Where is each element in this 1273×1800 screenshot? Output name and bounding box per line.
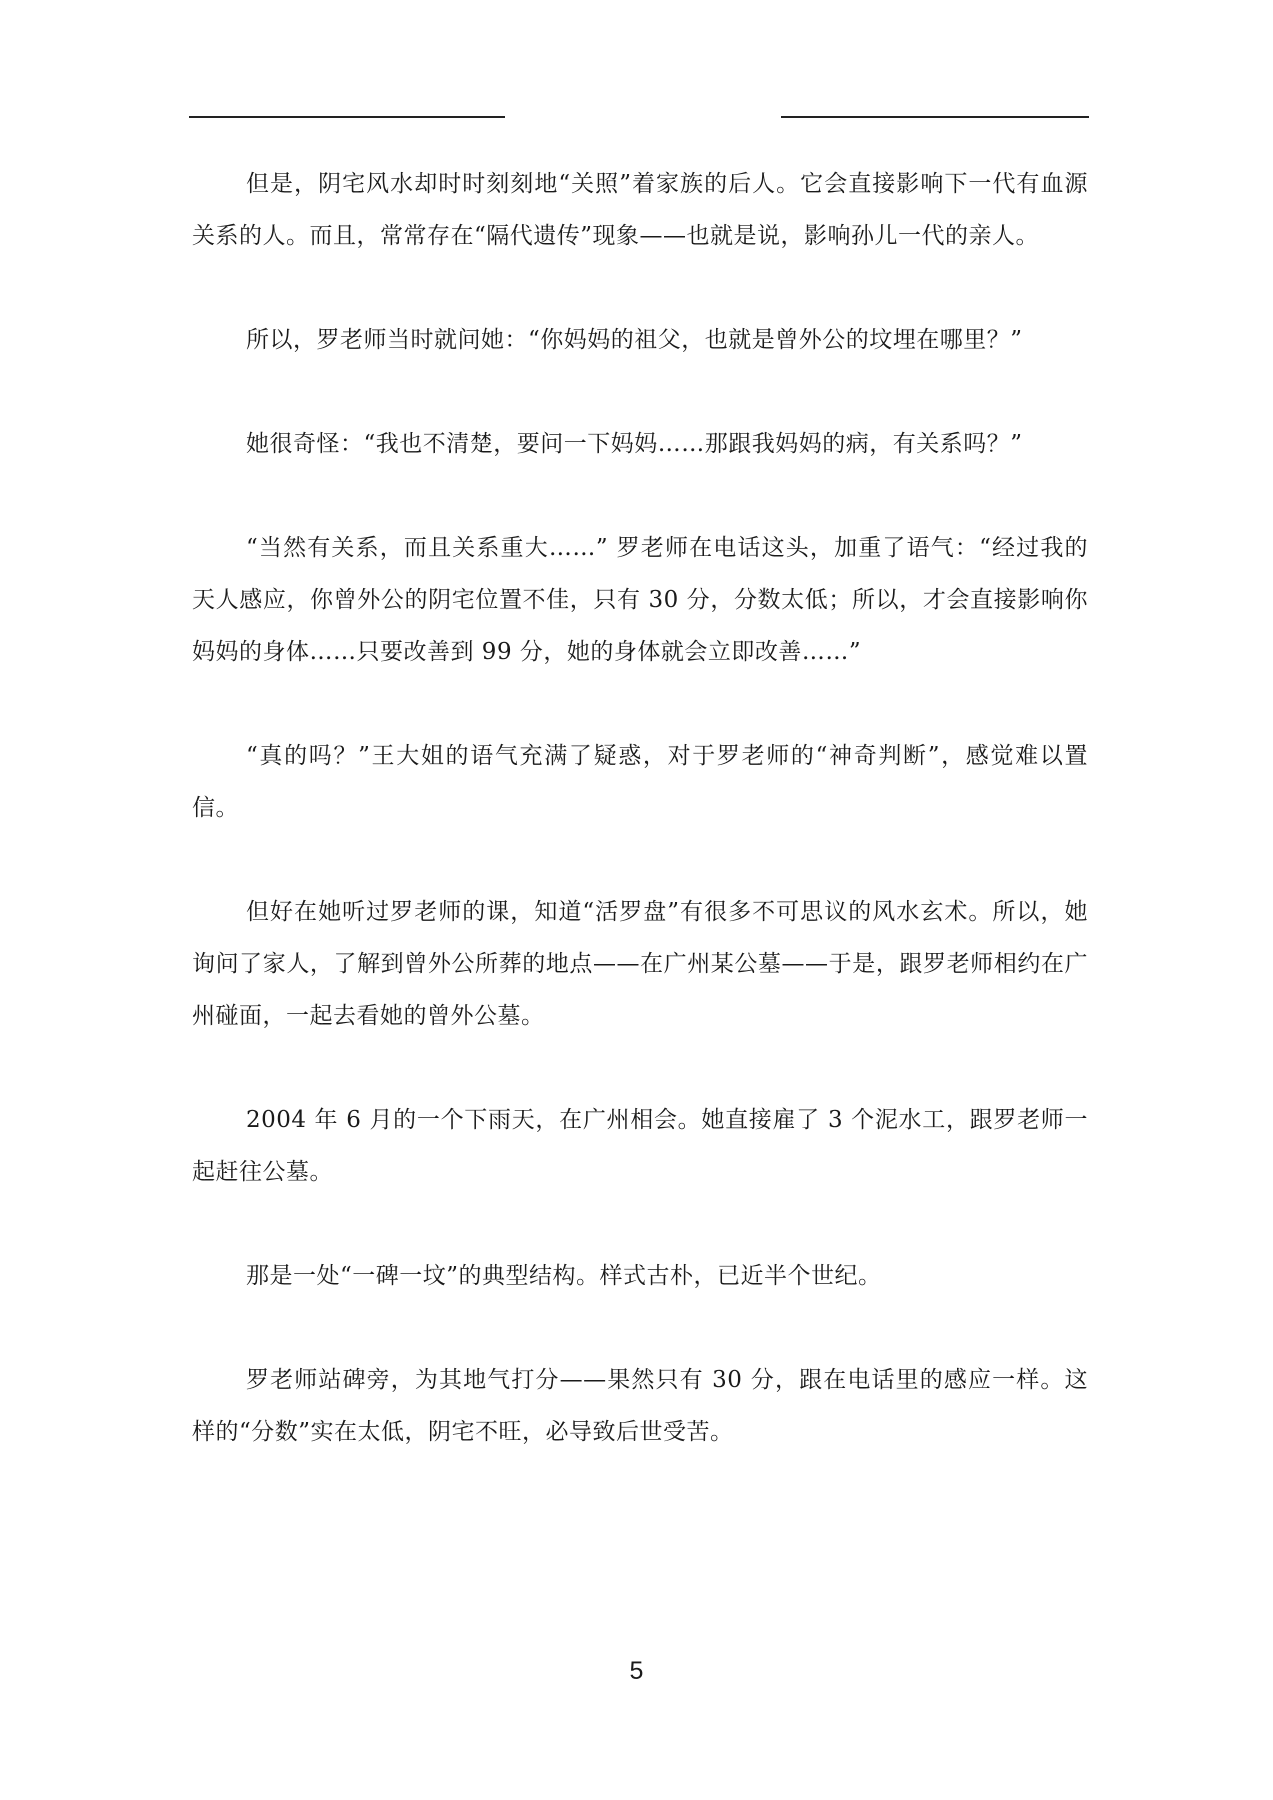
paragraph-4: “当然有关系，而且关系重大……” 罗老师在电话这头，加重了语气：“经过我的天人感应，你曾外公的阴宅位置不佳，只有 30 分，分数太低；所以，才会直接影响你妈妈的身体……只要改善到 99 分，她的身体就会立即改善……” <box>192 535 1088 665</box>
paragraph-9: 罗老师站碑旁，为其地气打分——果然只有 30 分，跟在电话里的感应一样。这样的“分数”实在太低，阴宅不旺，必导致后世受苦。 <box>192 1367 1088 1445</box>
paragraph-8: 那是一处“一碑一坟”的典型结构。样式古朴，已近半个世纪。 <box>246 1263 882 1289</box>
page-body <box>192 158 1088 1458</box>
paragraph-1: 但是，阴宅风水却时时刻刻地“关照”着家族的后人。它会直接影响下一代有血源关系的人。而且，常常存在“隔代遗传”现象——也就是说，影响孙儿一代的亲人。 <box>192 171 1088 249</box>
paragraph-7: 2004 年 6 月的一个下雨天，在广州相会。她直接雇了 3 个泥水工，跟罗老师一起赶往公墓。 <box>192 1107 1088 1185</box>
paragraph-3: 她很奇怪：“我也不清楚，要问一下妈妈……那跟我妈妈的病，有关系吗？” <box>246 431 1023 457</box>
paragraph-5: “真的吗？”王大姐的语气充满了疑惑，对于罗老师的“神奇判断”，感觉难以置信。 <box>192 743 1088 821</box>
paragraph-6: 但好在她听过罗老师的课，知道“活罗盘”有很多不可思议的风水玄术。所以，她询问了家人，了解到曾外公所葬的地点——在广州某公墓——于是，跟罗老师相约在广州碰面，一起去看她的曾外公墓。 <box>192 899 1088 1029</box>
header-rule-left <box>189 116 505 118</box>
header-rule-right <box>781 116 1089 118</box>
paragraph-2: 所以，罗老师当时就问她：“你妈妈的祖父，也就是曾外公的坟埋在哪里？” <box>246 327 1023 353</box>
page-number: 5 <box>629 1657 644 1685</box>
